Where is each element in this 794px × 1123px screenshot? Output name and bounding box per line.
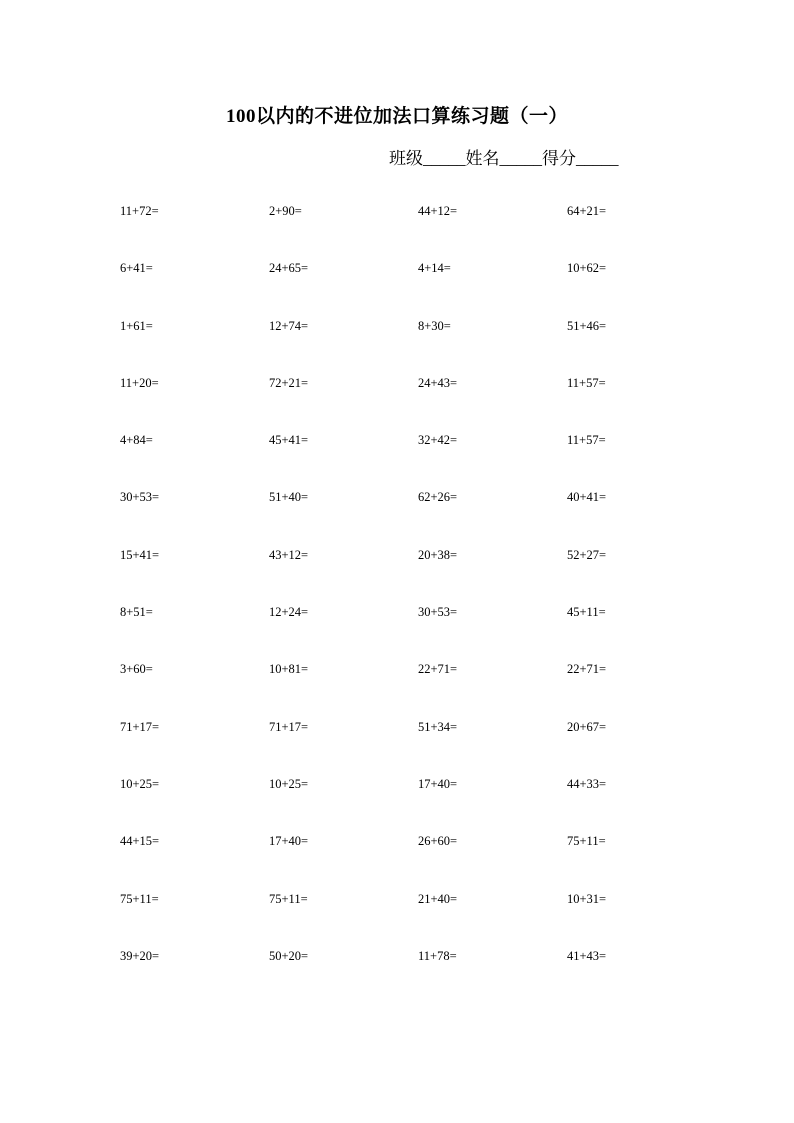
- page-title: 100以内的不进位加法口算练习题（一）: [225, 106, 568, 127]
- problem-item: 4+14=: [418, 261, 451, 276]
- problem-item: 11+57=: [567, 433, 606, 448]
- problem-item: 26+60=: [418, 834, 458, 849]
- problem-item: 39+20=: [120, 948, 160, 963]
- problem-item: 75+11=: [567, 834, 606, 849]
- problem-item: 71+17=: [269, 719, 309, 734]
- problem-item: 45+11=: [567, 605, 606, 620]
- problem-item: 64+21=: [567, 204, 607, 218]
- problem-item: 24+43=: [418, 375, 458, 390]
- problem-item: 22+71=: [418, 662, 458, 677]
- problem-item: 72+21=: [269, 375, 309, 390]
- problem-item: 3+60=: [120, 662, 153, 677]
- problem-item: 8+51=: [120, 605, 153, 620]
- problem-item: 51+34=: [418, 719, 458, 734]
- problem-item: 11+20=: [120, 375, 159, 390]
- problem-item: 62+26=: [418, 490, 458, 505]
- problem-item: 6+41=: [120, 261, 153, 276]
- problem-item: 41+43=: [567, 948, 607, 963]
- problem-item: 8+30=: [418, 318, 451, 333]
- problem-item: 44+12=: [418, 204, 458, 218]
- problem-item: 10+81=: [269, 662, 309, 677]
- problem-item: 30+53=: [418, 605, 458, 620]
- problem-item: 20+38=: [418, 547, 458, 562]
- problem-item: 11+78=: [418, 948, 457, 963]
- problem-item: 10+62=: [567, 261, 607, 276]
- problem-item: 75+11=: [120, 891, 159, 906]
- problem-item: 10+25=: [269, 776, 309, 791]
- problem-item: 75+11=: [269, 891, 308, 906]
- problem-item: 51+40=: [269, 490, 309, 505]
- problem-item: 22+71=: [567, 662, 607, 677]
- problem-item: 43+12=: [269, 547, 309, 562]
- problem-item: 51+46=: [567, 318, 607, 333]
- problem-item: 32+42=: [418, 433, 458, 448]
- problem-item: 11+72=: [120, 204, 159, 218]
- student-info-line: 班级_____姓名_____得分_____: [389, 149, 619, 168]
- problem-item: 12+74=: [269, 318, 309, 333]
- problem-item: 30+53=: [120, 490, 160, 505]
- problem-item: 20+67=: [567, 719, 607, 734]
- problem-item: 45+41=: [269, 433, 309, 448]
- problem-item: 71+17=: [120, 719, 160, 734]
- problem-item: 40+41=: [567, 490, 607, 505]
- problem-item: 1+61=: [120, 318, 153, 333]
- problem-item: 17+40=: [418, 776, 458, 791]
- problem-item: 10+31=: [567, 891, 607, 906]
- problem-item: 24+65=: [269, 261, 309, 276]
- problem-grid: [120, 200, 720, 1002]
- problem-item: 21+40=: [418, 891, 458, 906]
- problem-item: 10+25=: [120, 776, 160, 791]
- problem-item: 12+24=: [269, 605, 309, 620]
- problem-item: 52+27=: [567, 547, 607, 562]
- problem-item: 15+41=: [120, 547, 160, 562]
- problem-item: 17+40=: [269, 834, 309, 849]
- problem-item: 2+90=: [269, 204, 302, 218]
- problem-item: 44+15=: [120, 834, 160, 849]
- problem-item: 4+84=: [120, 433, 153, 448]
- problem-item: 44+33=: [567, 776, 607, 791]
- problem-item: 50+20=: [269, 948, 309, 963]
- problem-item: 11+57=: [567, 375, 606, 390]
